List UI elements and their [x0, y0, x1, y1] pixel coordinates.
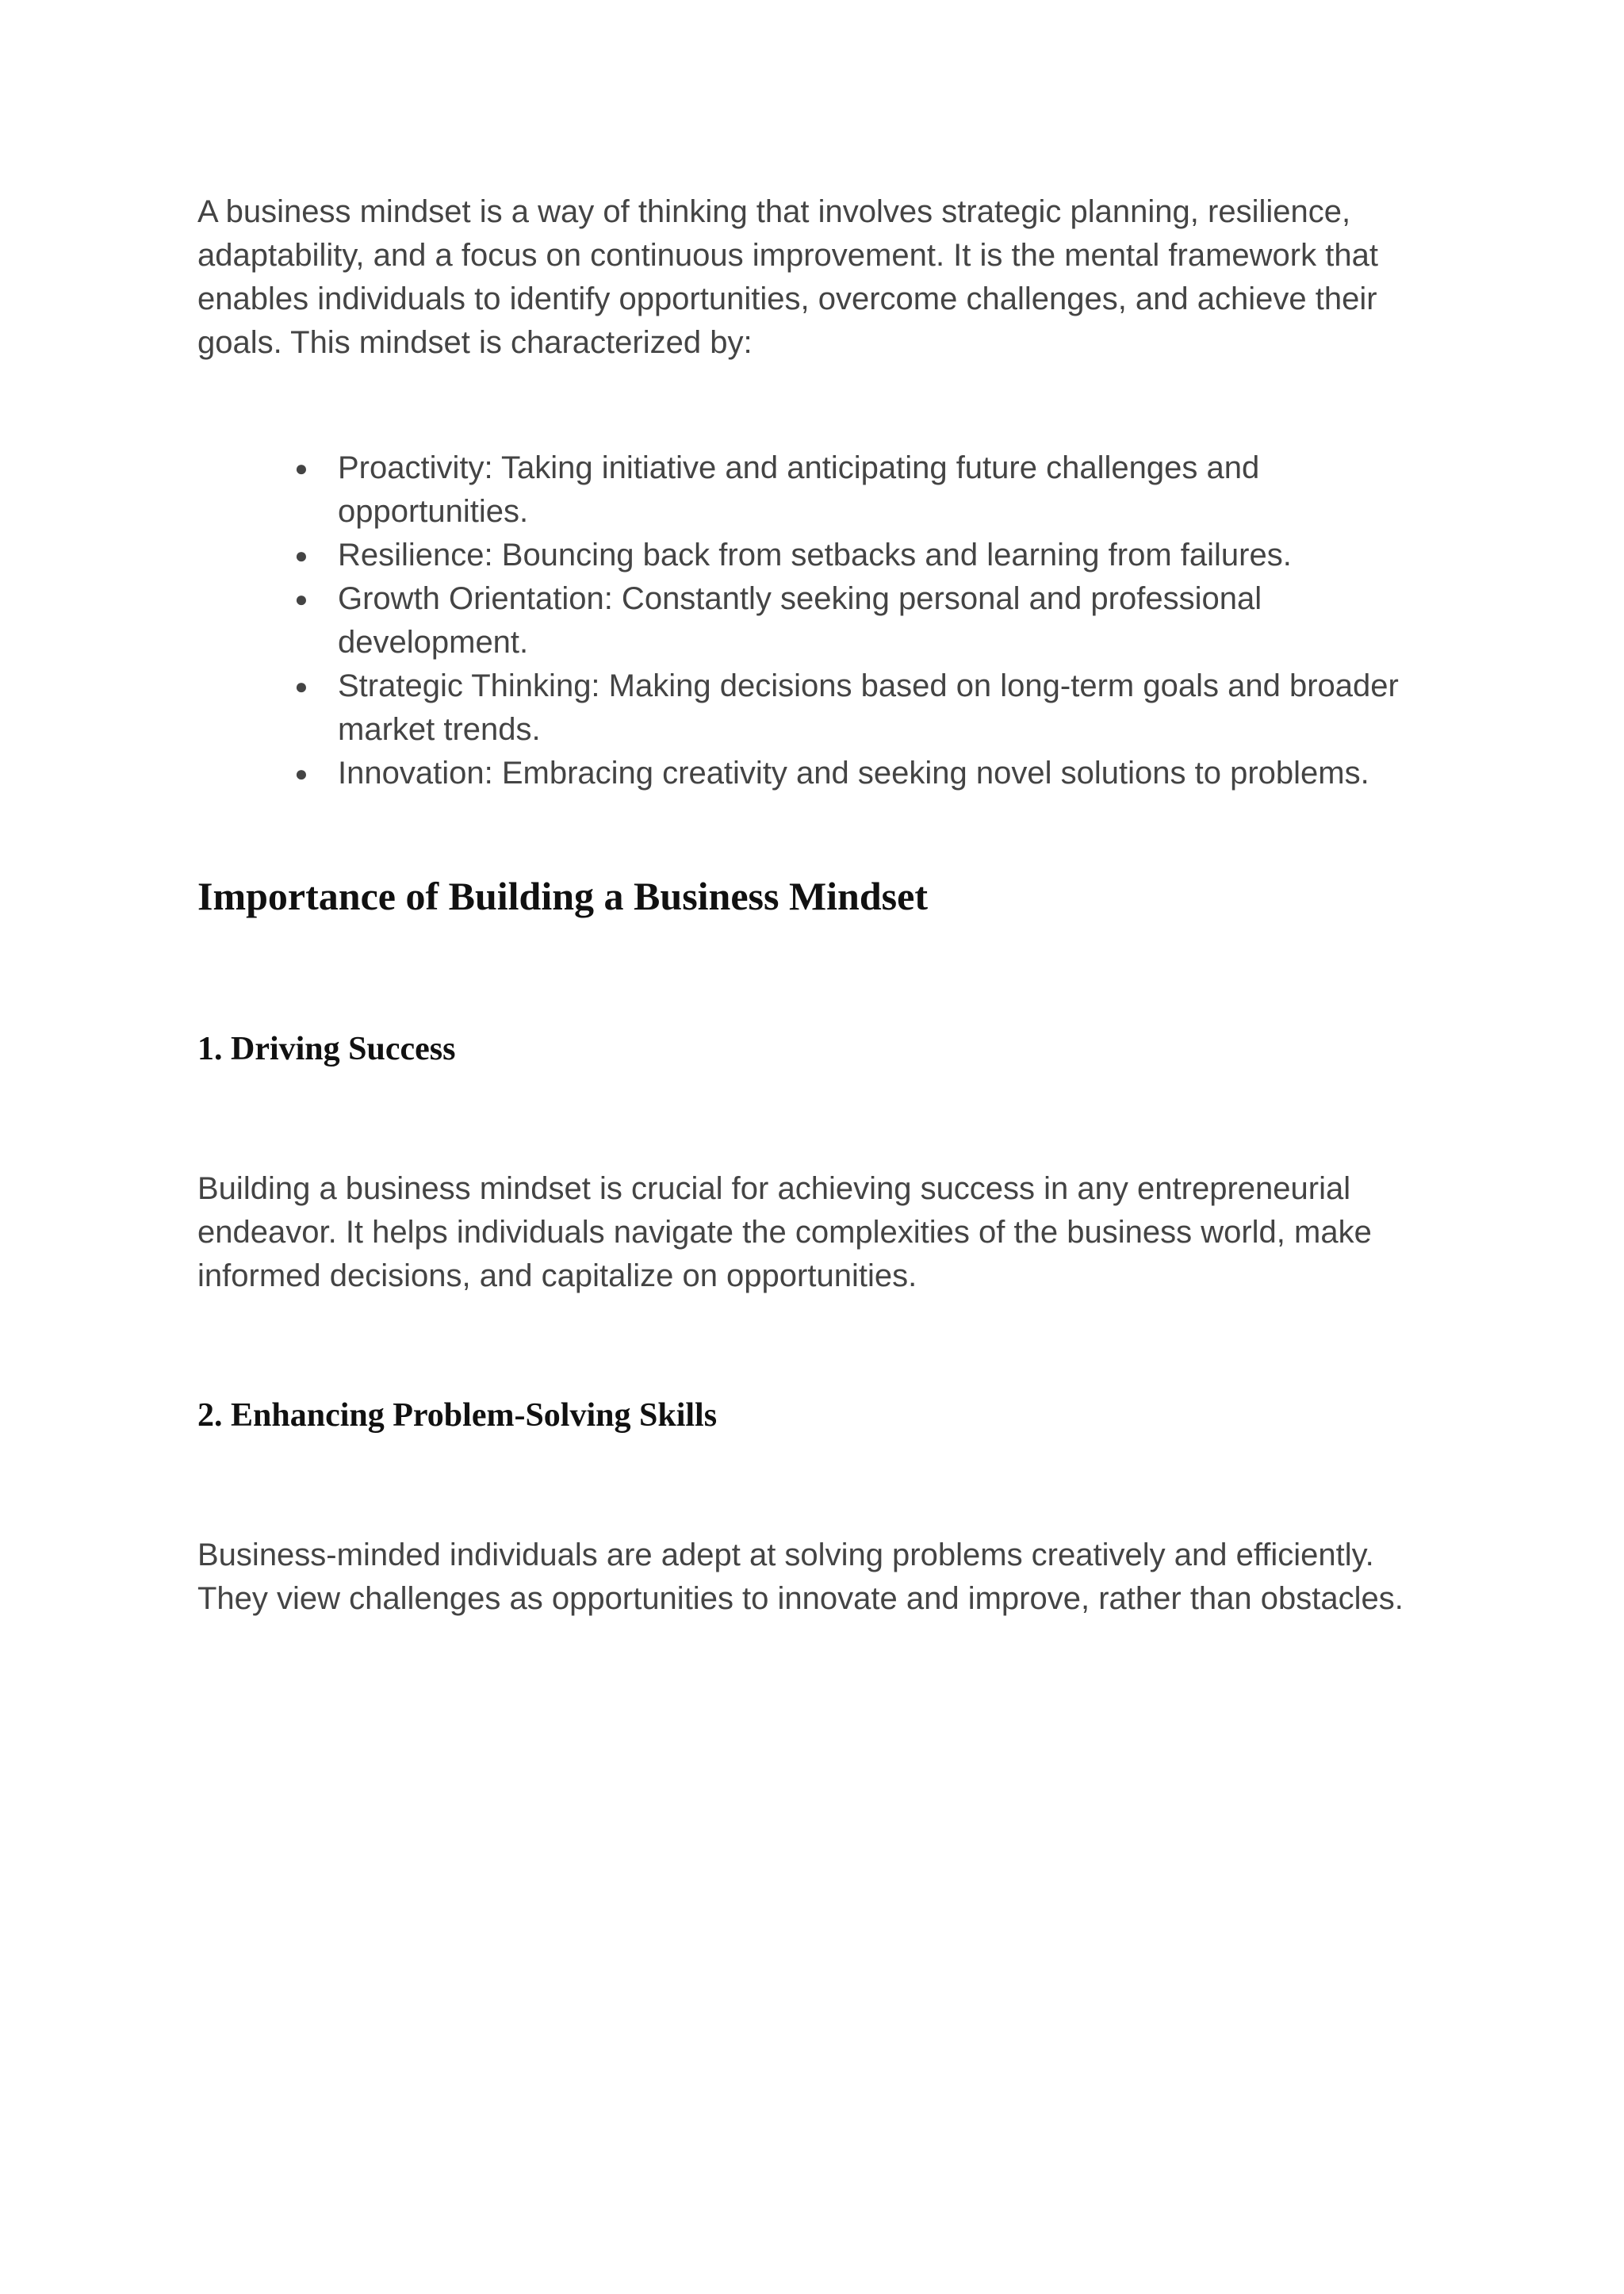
list-item-text: Proactivity: Taking initiative and anticipating future challenges and opportunities.	[338, 450, 1260, 529]
subsection-heading-problem-solving: 2. Enhancing Problem-Solving Skills	[197, 1397, 718, 1434]
bullet-icon: ●	[294, 674, 308, 699]
list-item-text: Resilience: Bouncing back from setbacks and learning from failures.	[338, 538, 1292, 573]
subsection-body-problem-solving: Business-minded individuals are adept at solving problems creatively and efficiently. They view challenges as opportunities to innovate and improve, rather than obstacles.	[197, 1538, 1404, 1616]
section-heading: Importance of Building a Business Mindset	[197, 874, 928, 918]
list-item-text: Growth Orientation: Constantly seeking personal and professional development.	[338, 581, 1262, 660]
characteristics-list	[197, 446, 1434, 795]
bullet-icon: ●	[294, 761, 308, 786]
list-item	[197, 577, 1434, 664]
list-item	[197, 752, 1434, 795]
subsection-heading-driving-success: 1. Driving Success	[197, 1031, 456, 1067]
bullet-icon: ●	[294, 456, 308, 481]
list-item	[197, 534, 1434, 577]
list-item-text: Strategic Thinking: Making decisions based on long-term goals and broader market trends.	[338, 668, 1399, 747]
list-item	[197, 446, 1434, 534]
intro-paragraph: A business mindset is a way of thinking that involves strategic planning, resilience, adaptability, and a focus on continuous improvement. It is the mental framework that enables individuals to identify opportunities, overcome challenges, and achieve their goals. This mindset is characterized by:	[197, 194, 1378, 360]
list-item	[197, 664, 1434, 752]
bullet-icon: ●	[294, 543, 308, 568]
bullet-icon: ●	[294, 587, 308, 611]
document-content	[197, 190, 1434, 1621]
list-item-text: Innovation: Embracing creativity and seeking novel solutions to problems.	[338, 756, 1369, 791]
subsection-body-driving-success: Building a business mindset is crucial for achieving success in any entrepreneurial endeavor. It helps individuals navigate the complexities of the business world, make informed decisions, and capitalize on opportunities.	[197, 1171, 1372, 1293]
